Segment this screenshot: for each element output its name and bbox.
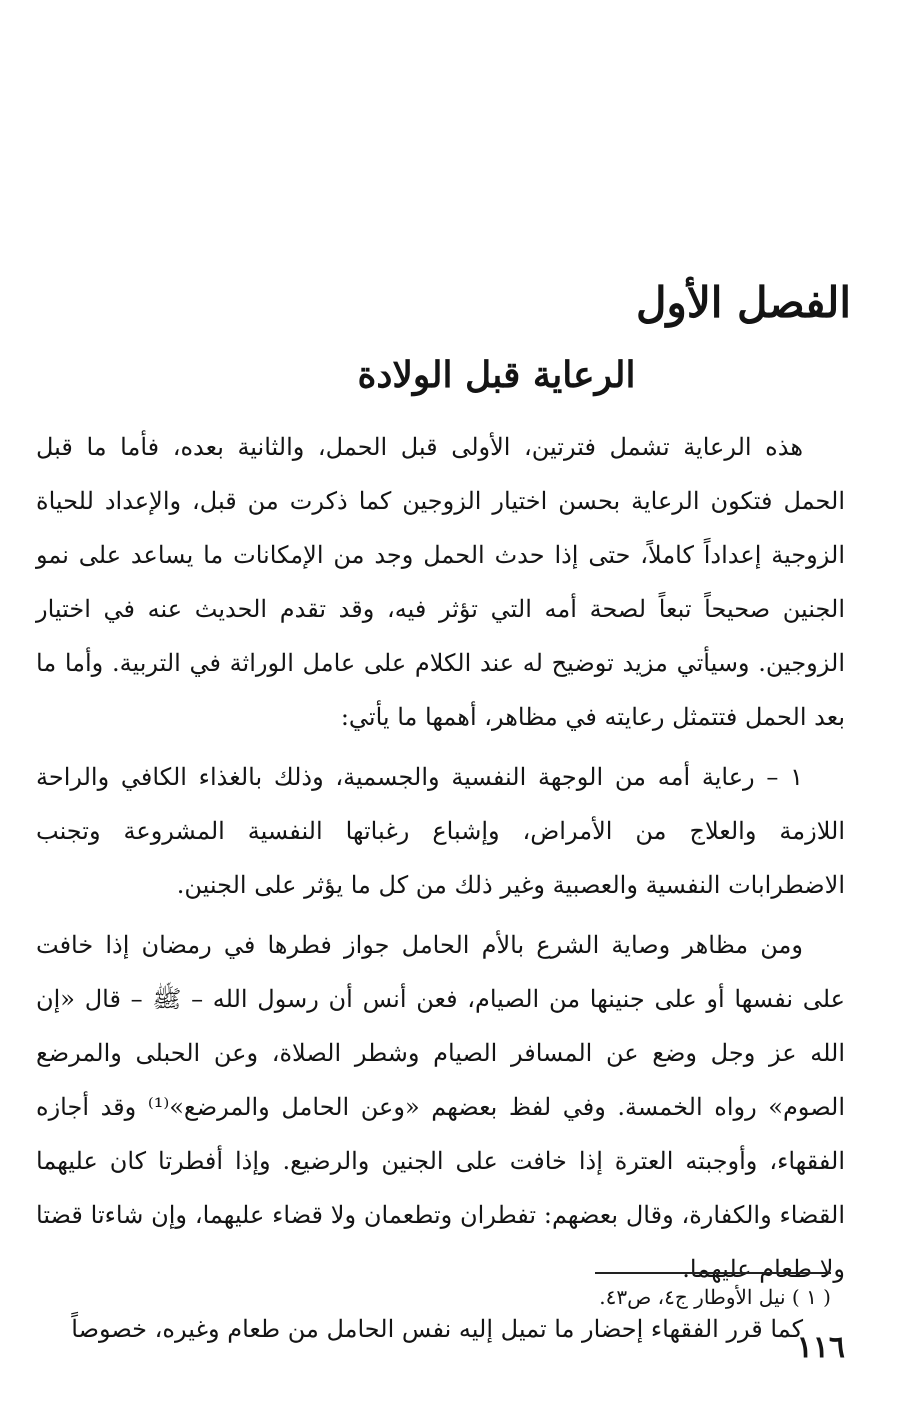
chapter-title: الفصل الأول: [636, 278, 851, 327]
footnote: ( ١ ) نيل الأوطار ج٤، ص٤٣.: [599, 1285, 831, 1309]
paragraph: هذه الرعاية تشمل فترتين، الأولى قبل الحمل، والثانية بعده، فأما ما قبل الحمل فتكون الرعاية بحسن اختيار الزوجين كما ذكرت من قبل، والإعداد للحياة الزوجية إعداداً كاملاً، حتى إذا حدث الحمل وجد من الإمكانات ما يساعد على نمو الجنين صحيحاً تبعاً لصحة أمه التي تؤثر فيه، وقد تقدم الحديث عنه في اختيار الزوجين. وسيأتي مزيد توضيح له عند الكلام على عامل الوراثة في التربية. وأما ما بعد الحمل فتتمثل رعايته في مظاهر، أهمها ما يأتي:: [36, 433, 845, 731]
section-title: الرعاية قبل الولادة: [357, 354, 636, 396]
paragraph: ١ – رعاية أمه من الوجهة النفسية والجسمية، وذلك بالغذاء الكافي والراحة اللازمة والعلاج من الأمراض، وإشباع رغباتها النفسية المشروعة وتجنب الاضطرابات النفسية والعصبية وغير ذلك من كل ما يؤثر على الجنين.: [36, 763, 845, 899]
body-text: [36, 420, 845, 1362]
paragraph: ومن مظاهر وصاية الشرع بالأم الحامل جواز فطرها في رمضان إذا خافت على نفسها أو على جنينها من الصيام، فعن أنس أن رسول الله – ﷺ – قال «إن الله عز وجل وضع عن المسافر الصيام وشطر الصلاة، وعن الحبلى والمرضع الصوم» رواه الخمسة. وفي لفظ بعضهم «وعن الحامل والمرضع»⁽¹⁾ وقد أجازه الفقهاء، وأوجبته العترة إذا خافت على الجنين والرضيع. وإذا أفطرتا كان عليهما القضاء والكفارة، وقال بعضهم: تفطران وتطعمان ولا قضاء عليهما، وإن شاءتا قضتا ولا طعام عليهما.: [36, 931, 845, 1283]
footnote-divider: [595, 1272, 831, 1274]
paragraph: كما قرر الفقهاء إحضار ما تميل إليه نفس الحامل من طعام وغيره، خصوصاً: [71, 1315, 803, 1343]
page-number: ١١٦: [796, 1330, 845, 1365]
